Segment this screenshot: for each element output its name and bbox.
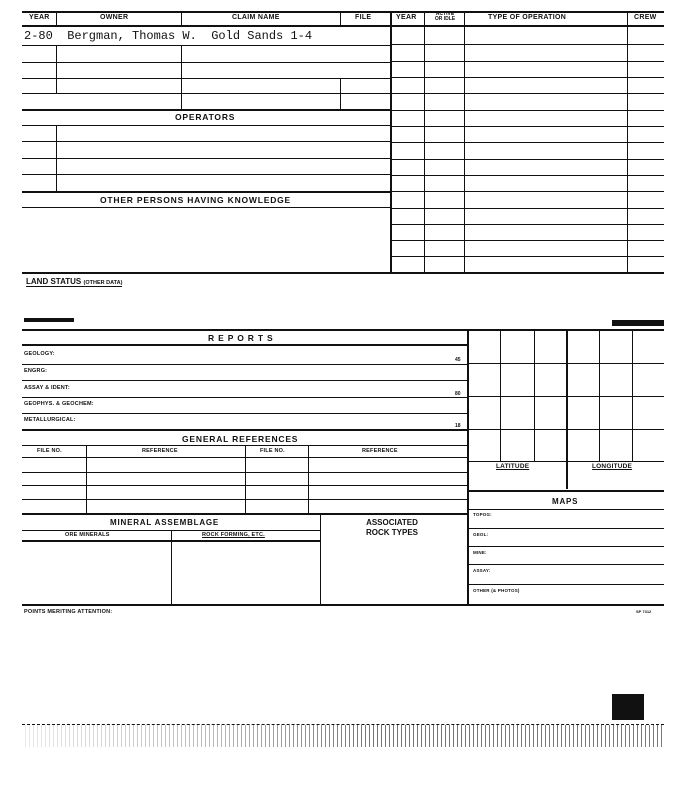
- report-num-metallurgical: 18: [455, 423, 461, 429]
- reports-title: R E P O R T S: [208, 333, 274, 343]
- maps-geol: GEOL:: [473, 532, 489, 537]
- report-label-engrg: ENGRG:: [24, 368, 48, 374]
- col-file-no: FILE NO.: [37, 448, 62, 454]
- report-label-metallurgical: METALLURGICAL:: [24, 417, 76, 423]
- header-crew: CREW: [634, 14, 657, 21]
- scan-noise-band: [22, 725, 664, 747]
- header-active-or-idle: ACTIVE OR IDLE: [434, 11, 456, 22]
- report-label-assay: ASSAY & IDENT:: [24, 385, 70, 391]
- rock-forming-label: ROCK FORMING, ETC.: [202, 532, 265, 538]
- report-label-geology: GEOLOGY:: [24, 351, 55, 357]
- form-number: SP 7312: [636, 609, 652, 614]
- associated-rock-types: ASSOCIATED ROCK TYPES: [365, 518, 418, 537]
- col-reference-2: REFERENCE: [362, 448, 398, 454]
- report-num-assay: 80: [455, 391, 461, 397]
- header-file: FILE: [355, 14, 372, 21]
- scan-mark: [24, 318, 74, 322]
- mineral-assemblage-title: MINERAL ASSEMBLAGE: [110, 518, 220, 527]
- header-claim-name: CLAIM NAME: [232, 14, 280, 21]
- maps-other: OTHER (& PHOTOS): [473, 588, 520, 593]
- other-persons-title: OTHER PERSONS HAVING KNOWLEDGE: [100, 195, 292, 205]
- maps-topog: TOPOG:: [473, 512, 492, 517]
- report-num-geology: 45: [455, 357, 461, 363]
- report-label-geophys: GEOPHYS. & GEOCHEM:: [24, 401, 94, 407]
- land-status-sub: (OTHER DATA): [83, 280, 123, 286]
- header-owner: OWNER: [100, 14, 129, 21]
- claim-entry-typed: 2-80 Bergman, Thomas W. Gold Sands 1-4: [24, 29, 313, 43]
- operators-title: OPERATORS: [175, 112, 236, 122]
- points-meriting-attention: POINTS MERITING ATTENTION:: [24, 609, 113, 615]
- scan-mark: [612, 320, 664, 326]
- ore-minerals-label: ORE MINERALS: [65, 532, 110, 538]
- maps-title: MAPS: [552, 497, 579, 506]
- maps-assay: ASSAY:: [473, 568, 491, 573]
- land-status-title: LAND STATUS: [26, 277, 82, 286]
- col-reference: REFERENCE: [142, 448, 178, 454]
- latitude-label: LATITUDE: [496, 463, 530, 470]
- longitude-label: LONGITUDE: [592, 463, 633, 470]
- header-type-of-operation: TYPE OF OPERATION: [488, 14, 567, 21]
- header-year-right: YEAR: [396, 14, 417, 21]
- maps-mine: MINE:: [473, 550, 487, 555]
- col-file-no-2: FILE NO.: [260, 448, 285, 454]
- header-year: YEAR: [29, 14, 50, 21]
- general-references-title: GENERAL REFERENCES: [182, 434, 299, 444]
- scan-block: [612, 694, 644, 720]
